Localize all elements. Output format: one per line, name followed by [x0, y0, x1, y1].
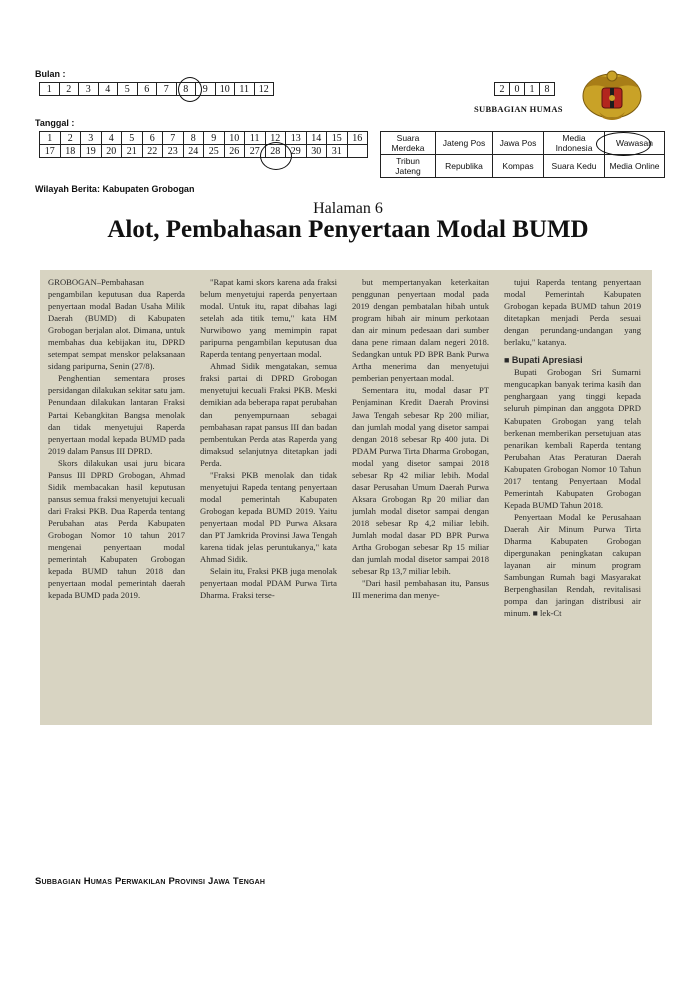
month-cell: 7 [157, 83, 177, 96]
month-cell: 4 [98, 83, 118, 96]
day-cell: 14 [306, 132, 327, 145]
day-cell: 8 [183, 132, 204, 145]
day-cell: 7 [163, 132, 184, 145]
media-cell: Tribun Jateng [381, 155, 436, 178]
tanggal-label: Tanggal : [35, 118, 75, 128]
region-label: Wilayah Berita: Kabupaten Grobogan [35, 184, 195, 194]
article-paragraph: but mempertanyakan keterkaitan penggunan penyertaan modal pada 2019 dengan pembatalan hibah untuk program hibah air minum perkotaan dan air minum pedesaan dari sumber dana pene rimaan dalam negeri 2018. Sedangkan untuk PD BPR Bank Purwa Artha menerima dan menyetujui pemberian penyertaan modal. [352, 277, 489, 384]
article-column-1 [48, 276, 185, 721]
news-clipping [40, 270, 652, 725]
article-column-2 [200, 276, 337, 721]
article-paragraph: Penyertaan Modal ke Perusahaan Daerah Air Minum Purwa Tirta Dharma Kabupaten Grobogan dipergunakan peningkatan cakupan layanan air minum program Sambungan Rumah bagi Masyarakat Berpenghasilan Rendah, revitalisasi pompa dan jaringan distribusi air minum. ■ lek-Ct [504, 511, 641, 619]
day-cell: 26 [224, 145, 245, 158]
day-selection-circle [260, 142, 292, 170]
day-cell: 13 [286, 132, 307, 145]
media-cell: Kompas [493, 155, 544, 178]
media-cell: Jawa Pos [493, 132, 544, 155]
footer-text: Subbagian Humas Perwakilan Provinsi Jawa Tengah [35, 876, 266, 887]
day-cell: 3 [81, 132, 102, 145]
month-cell: 12 [254, 83, 274, 96]
article-paragraph: Penghentian sementara proses persidangan dilakukan sekitar satu jam. Penundaan dilakukan lantaran Fraksi Partai Kebangkitan Bangsa menolak dan tidak menyetujui Raperda penyertaan modal kepada BUMD pada 2019 dalam Pansus III DPRD. [48, 373, 185, 456]
day-cell: 30 [306, 145, 327, 158]
day-cell: 6 [142, 132, 163, 145]
bulan-label: Bulan : [35, 69, 66, 79]
month-cell: 10 [215, 83, 235, 96]
article-subheading: ■ Bupati Apresiasi [504, 355, 583, 366]
day-cell: 24 [183, 145, 204, 158]
day-cell: 12 [265, 132, 286, 145]
media-cell: Republika [436, 155, 493, 178]
day-cell: 2 [60, 132, 81, 145]
day-cell: 5 [122, 132, 143, 145]
media-cell: Suara Merdeka [381, 132, 436, 155]
media-cell: Jateng Pos [436, 132, 493, 155]
media-cell: Wawasan [605, 132, 665, 155]
day-cell: 17 [40, 145, 61, 158]
article-paragraph: Sementara itu, modal dasar PT Penjaminan Kredit Daerah Provinsi Jawa Tengah sebesar Rp 200 miliar, dan jumlah modal yang disetor sampai dengan 2018 sebesar Rp 400 juta. Di PDAM Purwa Tirta Dharma Grobogan, modal yang disetor sampai 2018 sebesar Rp 42 miliar lebih. Modal dasar Perusahan Umum Daerah Purwa Aksara Grobogan Rp 20 miliar dan jumlah modal disetor sampai dengan 2018 sebesar Rp 4,2 miliar lebih. Jumlah modal dasar PD BPR Purwa Artha Grobogan sebesar Rp 15 miliar dan jumlah modal disetor sampai 2018 sebesar Rp 13,7 miliar lebih. [352, 385, 489, 577]
day-cell: 9 [204, 132, 225, 145]
day-cell: 23 [163, 145, 184, 158]
article-paragraph: tujui Raperda tentang penyertaan modal Pemerintah Kabupaten Grobogan kepada BUMD tahun 2019 ditetapkan menjadi Perda sesuai dengan perundang-undangan yang berlaku," katanya. [504, 277, 641, 348]
day-cell: 20 [101, 145, 122, 158]
article-paragraph: Bupati Grobogan Sri Sumarni mengucapkan banyak terima kasih dan penghargaan yang tinggi kepada seluruh pimpinan dan anggota DPRD Kabupaten Grobogan yang telah berkenan memberikan persetujuan atas penarikan kembali Raperda tentang Perubahan Atas Peraturan Daerah Kabupaten Grobogan Nomor 10 Tahun 2017 tentang Penyertaan Modal Pemerintah Kabupaten Grobogan Kepada BUMD Tahun 2018. [504, 367, 641, 510]
month-grid [39, 82, 274, 96]
year-digit-cell: 8 [540, 83, 555, 96]
day-cell: 19 [81, 145, 102, 158]
article-paragraph: "Rapat kami skors karena ada fraksi belum menyetujui raperda penyertaan modal. Untuk itu, rapat dibahas lagi setelah ada titik temu," kata HM Nurwibowo yang memimpin rapat paripurna pengambilan keputusan dua Raperda tentang penyertaan modal. [200, 277, 337, 360]
month-cell: 3 [79, 83, 99, 96]
media-cell: Suara Kedu [544, 155, 605, 178]
day-cell: 28 [265, 145, 286, 158]
article-column-3 [352, 276, 489, 721]
day-cell [347, 145, 368, 158]
month-cell: 6 [137, 83, 157, 96]
article-paragraph: Selain itu, Fraksi PKB juga menolak penyertaan modal PDAM Purwa Tirta Dharma. Fraksi terse- [200, 566, 337, 601]
month-selection-circle [178, 77, 202, 102]
article-paragraph: "Dari hasil pembahasan itu, Pansus III menerima dan menye- [352, 578, 489, 601]
day-cell: 1 [40, 132, 61, 145]
day-cell: 10 [224, 132, 245, 145]
month-cell: 8 [176, 83, 196, 96]
month-cell: 5 [118, 83, 138, 96]
day-cell: 16 [347, 132, 368, 145]
day-grid [39, 131, 368, 158]
day-cell: 27 [245, 145, 266, 158]
year-grid [494, 82, 555, 96]
day-cell: 29 [286, 145, 307, 158]
month-cell: 2 [59, 83, 79, 96]
month-cell: 9 [196, 83, 216, 96]
page-number: Halaman 6 [313, 200, 383, 217]
day-cell: 22 [142, 145, 163, 158]
day-cell: 25 [204, 145, 225, 158]
year-digit-cell: 1 [525, 83, 540, 96]
year-digit-cell: 0 [510, 83, 525, 96]
unit-label: SUBBAGIAN HUMAS [474, 104, 563, 114]
article-paragraph: Ahmad Sidik mengatakan, semua fraksi partai di DPRD Grobogan menyetujui kecuali Fraksi PKB. Meski demikian ada beberapa rapat perubahan dan penyempurnaan sebagai pembahasan rapat pansus III dan badan pembentukan Perda atas Raperda yang dimaksud selanjutnya ditetapkan jadi Perda. [200, 361, 337, 468]
article-paragraph: GROBOGAN–Pembahasan pengambilan keputusan dua Raperda penyertaan modal Badan Usaha Milik Daerah (BUMD) di Kabupaten Grobogan berjalan alot. Dimana, untuk membahas dua kebijakan itu, DPRD setempat sempat menskor pelaksanaan sidang paripurna, Senin (27/8). [48, 277, 185, 372]
day-cell: 18 [60, 145, 81, 158]
media-selection-circle [596, 132, 651, 156]
day-cell: 21 [122, 145, 143, 158]
year-digit-cell: 2 [495, 83, 510, 96]
day-cell: 15 [327, 132, 348, 145]
day-cell: 4 [101, 132, 122, 145]
month-cell: 1 [40, 83, 60, 96]
day-cell: 11 [245, 132, 266, 145]
article-paragraph: "Fraksi PKB menolak dan tidak menyetujui Rapeda tentang penyertaan modal pemerintah Kabupaten Grobogan kepada BUMD 2019. Yaitu penyertaan modal PD Purwa Aksara dan PT Jamkrida Provinsi Jawa Tengah karena tidak jelas peruntukanya," kata Ahmad Sidik. [200, 469, 337, 565]
article-column-4 [504, 276, 641, 721]
media-cell: Media Indonesia [544, 132, 605, 155]
article-title: Alot, Pembahasan Penyertaan Modal BUMD [107, 216, 589, 243]
month-cell: 11 [235, 83, 255, 96]
garuda-emblem-icon [581, 66, 643, 128]
media-cell: Media Online [605, 155, 665, 178]
article-paragraph: Skors dilakukan usai juru bicara Pansus III DPRD Grobogan, Ahmad Sidik membacakan hasil keputusan pansus semua fraksi menyetujui kecuali dari Fraksi PKB. Dua Raperda tentang Perubahan atas Perda Kabupaten Grobogan Nomor 10 tahun 2017 mengenai penyertaan modal pemerintah Kabupaten Grobogan kepada BUMD tahun 2018 dan penyertaan modal pemerintah daerah kepada BUMD pada 2019. [48, 457, 185, 601]
day-cell: 31 [327, 145, 348, 158]
